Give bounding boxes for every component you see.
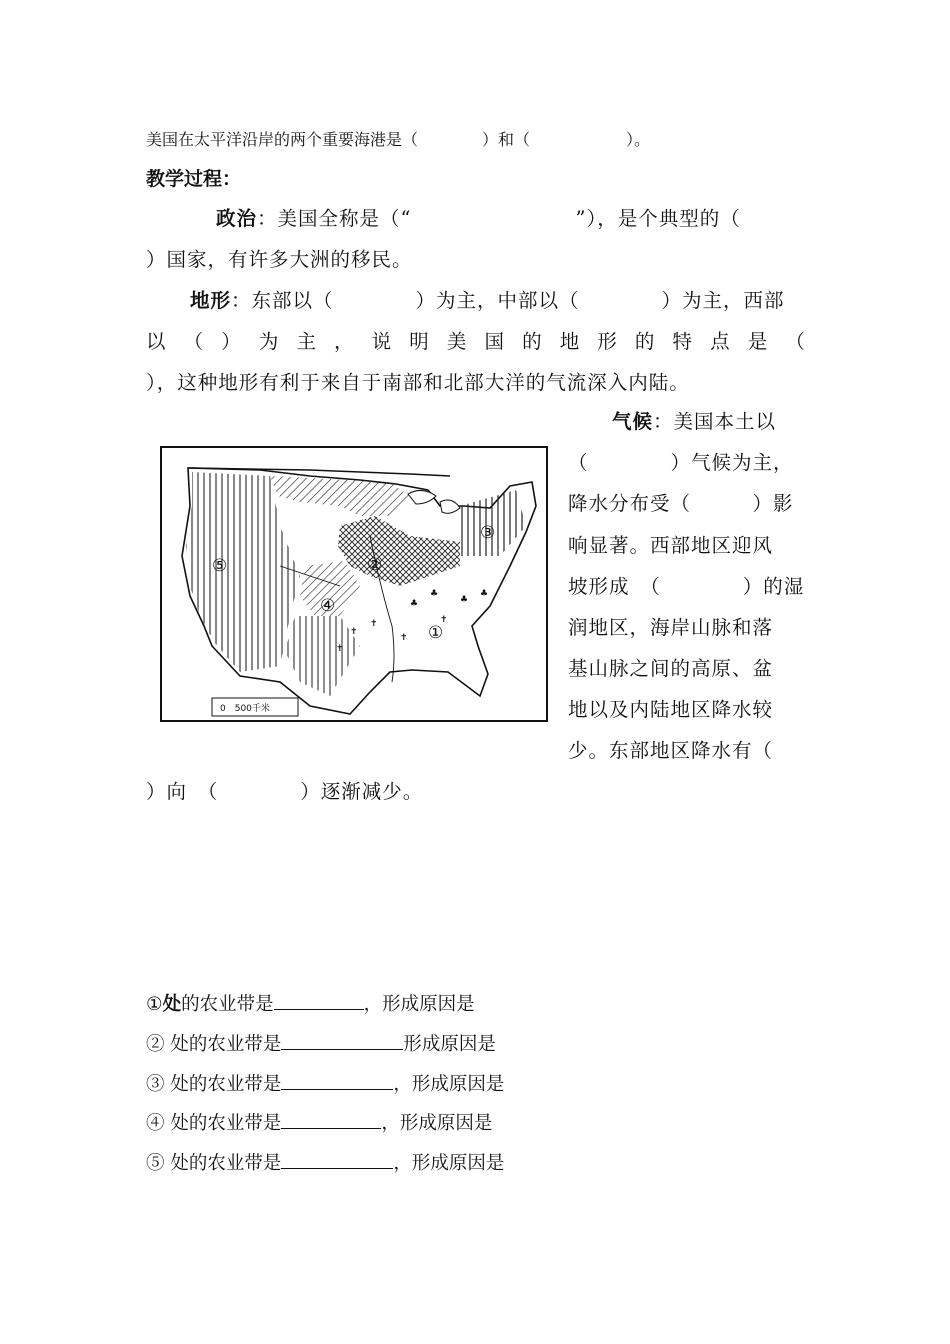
svg-text:♣: ♣ (410, 599, 419, 609)
svg-text:✝: ✝ (440, 615, 448, 625)
answer-blank-3[interactable] (281, 1071, 393, 1090)
terrain-line-1: 地形：东部以（ ）为主，中部以（ ）为主，西部 (190, 289, 785, 312)
answer-blank-2[interactable] (281, 1031, 403, 1050)
climate-line-7: 基山脉之间的高原、盆 (568, 657, 774, 680)
politics-label: 政治 (216, 207, 258, 230)
climate-line-3: 降水分布受（ ）影 (568, 492, 794, 515)
section-heading: 教学过程： (146, 168, 242, 190)
politics-line-1: 政治：美国全称是（“ ”），是个典型的（ (216, 207, 741, 230)
terrain-line-2: 以 （ ） 为 主 ， 说 明 美 国 的 地 形 的 特 点 是 （ (146, 330, 806, 353)
question-1: ①处的农业带是 ，形成原因是 (146, 990, 475, 1016)
climate-line-6: 润地区，海岸山脉和落 (568, 616, 774, 639)
map-label-4: ④ (320, 596, 336, 616)
svg-text:♣: ♣ (430, 589, 439, 599)
climate-line-9: 少。东部地区降水有（ (568, 739, 774, 762)
terrain-label: 地形 (190, 289, 232, 312)
svg-text:♣: ♣ (460, 595, 469, 605)
question-2: ② 处的农业带是 形成原因是 (146, 1030, 496, 1056)
answer-blank-1[interactable] (274, 991, 364, 1010)
svg-text:♣: ♣ (480, 589, 489, 599)
climate-line-1: 气候：美国本土以 (612, 410, 777, 433)
map-label-3: ③ (480, 523, 496, 543)
answer-blank-5[interactable] (281, 1150, 393, 1169)
map-label-5: ⑤ (212, 556, 228, 576)
climate-line-8: 地以及内陆地区降水较 (568, 698, 774, 721)
svg-text:✝: ✝ (400, 633, 408, 643)
question-3: ③ 处的农业带是 ，形成原因是 (146, 1070, 504, 1096)
harbor-question: 美国在太平洋沿岸的两个重要海港是（ ）和（ ）。 (146, 130, 651, 149)
scale-bar-label: 0 500千米 (220, 704, 270, 714)
map-label-2: ② (367, 555, 383, 575)
map-label-1: ① (428, 623, 444, 643)
climate-line-4: 响显著。西部地区迎风 (568, 534, 774, 557)
climate-label: 气候 (612, 410, 654, 433)
svg-text:✝: ✝ (370, 619, 378, 629)
us-agriculture-map (160, 446, 548, 722)
climate-line-10: ）向 （ ）逐渐减少。 (146, 780, 424, 803)
question-5: ⑤ 处的农业带是 ，形成原因是 (146, 1149, 504, 1175)
terrain-line-3: ），这种地形有利于来自于南部和北部大洋的气流深入内陆。 (146, 371, 690, 394)
svg-text:✝: ✝ (336, 644, 344, 654)
question-4: ④ 处的农业带是 ，形成原因是 (146, 1109, 492, 1135)
svg-text:✝: ✝ (350, 627, 358, 637)
climate-line-5: 坡形成 （ ）的湿 (568, 575, 805, 598)
politics-line-2: ）国家，有许多大洲的移民。 (146, 248, 413, 271)
answer-blank-4[interactable] (281, 1110, 381, 1129)
climate-line-2: （ ）气候为主， (568, 451, 794, 474)
